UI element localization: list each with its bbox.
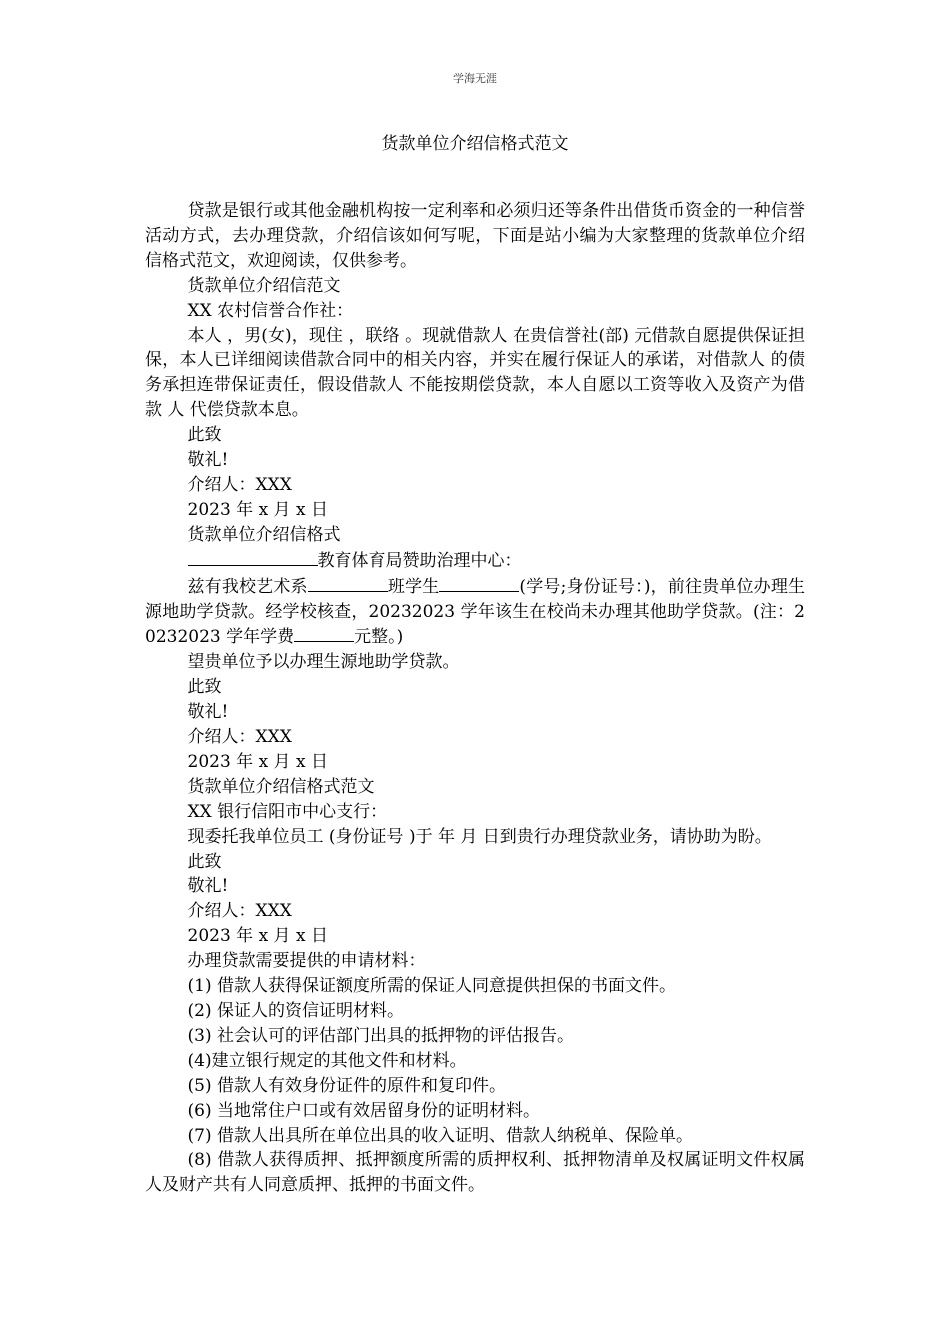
fill-blank — [308, 574, 388, 592]
section1-closing-2: 敬礼! — [187, 450, 229, 471]
section1-heading: 货款单位介绍信范文 — [187, 275, 341, 296]
fill-blank — [188, 548, 318, 566]
section3-heading: 货款单位介绍信格式范文 — [187, 776, 375, 797]
document-body — [145, 199, 805, 1198]
section2-heading: 货款单位介绍信格式 — [187, 524, 341, 545]
section2-addressee-line — [145, 548, 805, 574]
page-header: 学海无涯 — [453, 72, 497, 85]
section2-request: 望贵单位予以办理生源地助学贷款。 — [187, 652, 460, 673]
section2-body-c: (学号;身份证号：)，前往贵单位办理生源地助学贷款。经学校核查，20232023 学年该生在校尚未办理其他助学贷款。(注：20232023 学年学费 — [145, 576, 806, 648]
section3-body: 现委托我单位员工 (身份证号 )于 年 月 日到贵行办理贷款业务，请协助为盼。 — [187, 826, 772, 847]
fill-blank — [294, 624, 354, 642]
list-item: (3) 社会认可的评估部门出具的抵押物的评估报告。 — [187, 1025, 574, 1046]
section2-body — [145, 574, 805, 651]
list-item: (1) 借款人获得保证额度所需的保证人同意提供担保的书面文件。 — [187, 976, 676, 997]
section3-closing-1: 此致 — [187, 851, 222, 872]
section3-date: 2023 年 x 月 x 日 — [187, 926, 328, 947]
section1-body: 本人 ，男(女)，现住 ，联络 。现就借款人 在贵信誉社(部) 元借款自愿提供保证担保，本人已详细阅读借款合同中的相关内容，并实在履行保证人的承诺，对借款人 的债务承担连带保证责任，假设借款人 不能按期偿贷款，本人自愿以工资等收入及资产为借款 人 代偿贷款本息。 — [145, 325, 805, 421]
materials-heading: 办理贷款需要提供的申请材料： — [187, 951, 426, 972]
section2-introducer: 介绍人：XXX — [187, 727, 292, 748]
document-title: 货款单位介绍信格式范文 — [381, 134, 569, 154]
section1-introducer: 介绍人：XXX — [187, 474, 292, 495]
section2-addressee: 教育体育局赞助治理中心： — [317, 550, 522, 571]
section1-date: 2023 年 x 月 x 日 — [187, 499, 328, 520]
list-item: (2) 保证人的资信证明材料。 — [187, 1001, 404, 1021]
list-item: (8) 借款人获得质押、抵押额度所需的质押权利、抵押物清单及权属证明文件权属人及财产共有人同意质押、抵押的书面文件。 — [145, 1150, 805, 1196]
section1-addressee: XX 农村信誉合作社： — [187, 300, 354, 321]
section2-closing-2: 敬礼! — [187, 702, 229, 723]
section2-body-d: 元整。) — [354, 627, 404, 648]
section2-closing-1: 此致 — [187, 677, 222, 698]
list-item: (7) 借款人出具所在单位出具的收入证明、借款人纳税单、保险单。 — [187, 1125, 693, 1146]
section2-body-a: 兹有我校艺术系 — [187, 576, 308, 597]
section3-introducer: 介绍人：XXX — [187, 901, 292, 922]
intro-paragraph: 贷款是银行或其他金融机构按一定利率和必须归还等条件出借货币资金的一种信誉活动方式，去办理贷款，介绍信该如何写呢，下面是站小编为大家整理的货款单位介绍信格式范文，欢迎阅读，仅供参考。 — [145, 201, 805, 271]
section3-closing-2: 敬礼! — [187, 876, 229, 897]
section2-date: 2023 年 x 月 x 日 — [187, 751, 328, 772]
list-item: (5) 借款人有效身份证件的原件和复印件。 — [187, 1075, 506, 1096]
section1-closing-1: 此致 — [187, 425, 222, 446]
section3-addressee: XX 银行信阳市中心支行： — [187, 801, 388, 822]
list-item: (6) 当地常住户口或有效居留身份的证明材料。 — [187, 1100, 540, 1121]
fill-blank — [439, 574, 519, 592]
list-item: (4)建立银行规定的其他文件和材料。 — [187, 1050, 467, 1071]
section2-body-b: 班学生 — [387, 576, 440, 597]
